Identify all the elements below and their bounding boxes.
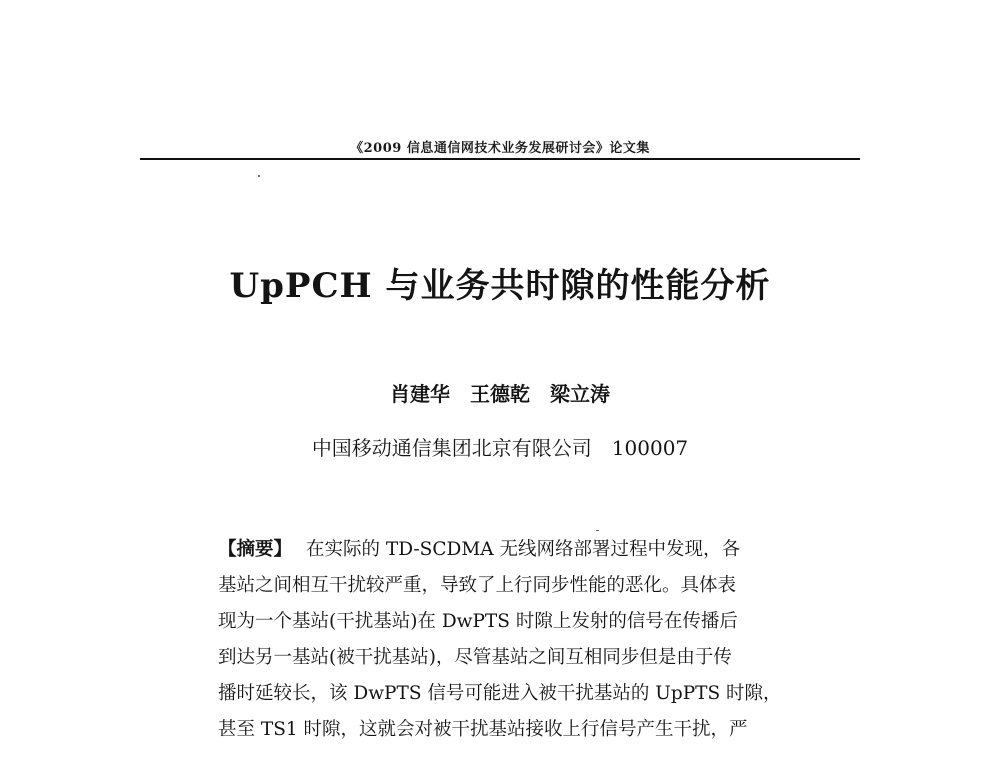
- abstract-line: 到达另一基站(被干扰基站)，尽管基站之间互相同步但是由于传: [218, 647, 732, 668]
- paper-affiliation: 中国移动通信集团北京有限公司 100007: [311, 436, 689, 460]
- running-header: 《2009 信息通信网技术业务发展研讨会》论文集: [350, 141, 650, 156]
- header-rule: [140, 158, 860, 160]
- abstract-line: 现为一个基站(干扰基站)在 DwPTS 时隙上发射的信号在传播后: [218, 611, 738, 632]
- abstract-line: 基站之间相互干扰较严重，导致了上行同步性能的恶化。具体表: [218, 575, 737, 596]
- abstract-line: 播时延较长，该 DwPTS 信号可能进入被干扰基站的 UpPTS 时隙，: [218, 683, 782, 704]
- abstract-label: 【摘要】: [218, 539, 293, 560]
- abstract-block: [218, 532, 790, 748]
- paper-title: UpPCH 与业务共时隙的性能分析: [229, 266, 771, 306]
- abstract-line: 甚至 TS1 时隙，这就会对被干扰基站接收上行信号产生干扰，严: [218, 719, 748, 740]
- scan-speck: [596, 530, 599, 531]
- scan-speck: [258, 175, 260, 177]
- paper-authors: 肖建华 王德乾 梁立涛: [390, 382, 610, 406]
- abstract-text: 在实际的 TD-SCDMA 无线网络部署过程中发现，各: [306, 539, 741, 560]
- abstract-line: [218, 532, 790, 568]
